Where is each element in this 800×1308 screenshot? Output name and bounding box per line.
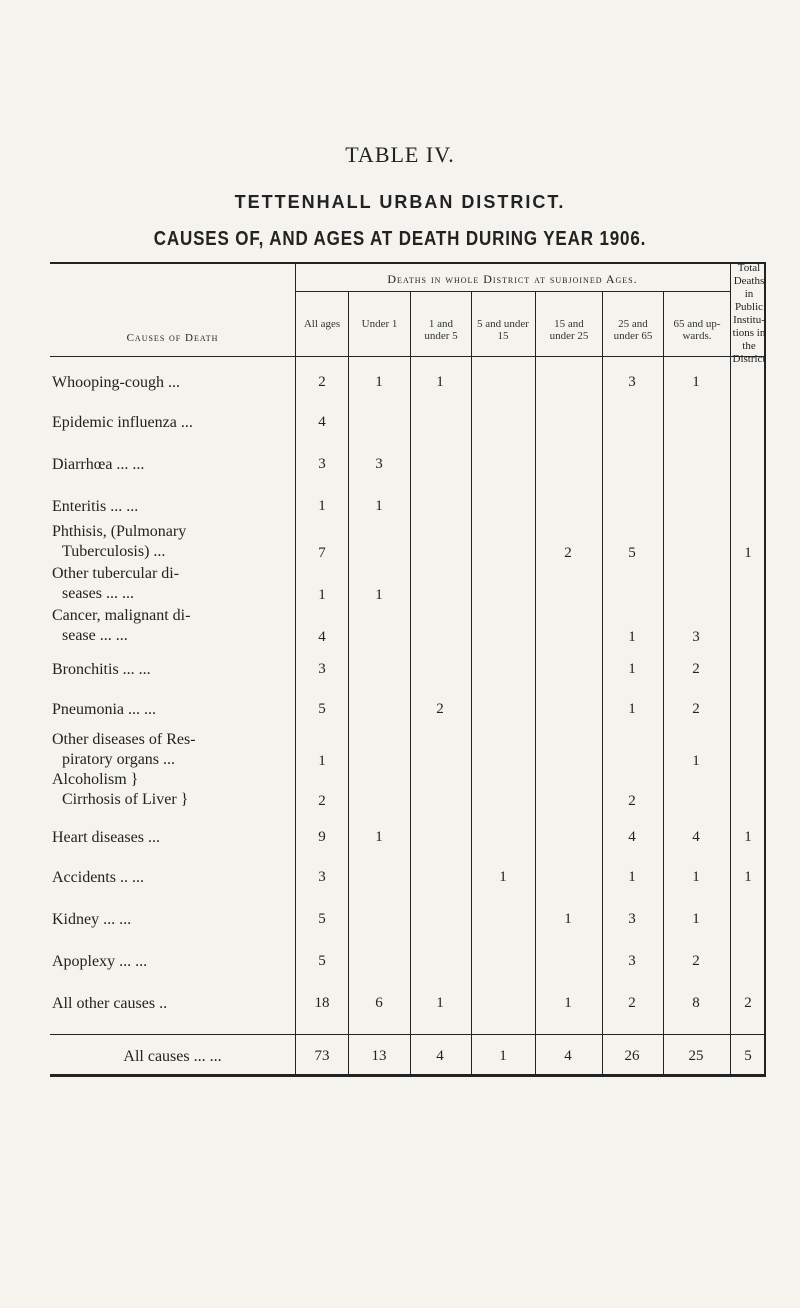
cell-1-to-5: 1 bbox=[436, 995, 444, 1011]
totals-label: All causes ... ... bbox=[123, 1048, 222, 1065]
total-public-institutions: 5 bbox=[744, 1048, 752, 1064]
cause-label: Enteritis ... ... bbox=[52, 498, 139, 515]
header-bottom-border bbox=[50, 356, 766, 357]
table-row bbox=[50, 523, 766, 567]
cell-15-to-25: 1 bbox=[564, 995, 572, 1011]
col-header-public-institutions: Total Deaths in Public Institu-tions in the District bbox=[732, 262, 766, 365]
cause-label: Apoplexy ... ... bbox=[52, 953, 148, 970]
cell-25-to-65: 1 bbox=[628, 869, 636, 885]
cell-25-to-65: 1 bbox=[628, 701, 636, 717]
total-15-to-25: 4 bbox=[564, 1048, 572, 1064]
causes-header: Causes of Death bbox=[126, 332, 219, 344]
table-row bbox=[50, 821, 766, 861]
cell-all-ages: 1 bbox=[318, 498, 326, 514]
table-row bbox=[50, 903, 766, 943]
table-row bbox=[50, 771, 766, 815]
cause-label-continued: Tuberculosis) ... bbox=[62, 543, 166, 560]
cell-all-ages: 1 bbox=[318, 587, 326, 603]
cell-all-ages: 2 bbox=[318, 374, 326, 390]
total-25-to-65: 26 bbox=[624, 1048, 640, 1064]
cell-all-ages: 5 bbox=[318, 911, 326, 927]
cell-25-to-65: 2 bbox=[628, 995, 636, 1011]
cause-label: Alcoholism } bbox=[52, 771, 139, 788]
table-row bbox=[50, 731, 766, 775]
cell-under-1: 6 bbox=[375, 995, 383, 1011]
cell-15-to-25: 2 bbox=[564, 545, 572, 561]
cell-under-1: 1 bbox=[375, 829, 383, 845]
cell-5-to-15: 1 bbox=[499, 869, 507, 885]
cause-label: Whooping-cough ... bbox=[52, 374, 180, 391]
totals-top-border bbox=[50, 1034, 766, 1035]
table-number: TABLE IV. bbox=[345, 142, 455, 167]
cell-all-ages: 9 bbox=[318, 829, 326, 845]
cell-all-ages: 2 bbox=[318, 793, 326, 809]
cell-25-to-65: 4 bbox=[628, 829, 636, 845]
table-row bbox=[50, 861, 766, 901]
cell-all-ages: 3 bbox=[318, 456, 326, 472]
col-header-65-upwards: 65 and up-wards. bbox=[673, 318, 721, 342]
cause-label: Diarrhœa ... ... bbox=[52, 456, 145, 473]
cell-under-1: 1 bbox=[375, 374, 383, 390]
cell-public-institutions: 2 bbox=[744, 995, 752, 1011]
table-row bbox=[50, 565, 766, 609]
table-row bbox=[50, 406, 766, 446]
cause-label-continued: piratory organs ... bbox=[62, 751, 176, 768]
cause-label: Bronchitis ... ... bbox=[52, 661, 151, 678]
cell-65-upwards: 3 bbox=[692, 629, 700, 645]
cell-all-ages: 18 bbox=[314, 995, 330, 1011]
cell-all-ages: 5 bbox=[318, 701, 326, 717]
cell-public-institutions: 1 bbox=[744, 545, 752, 561]
col-header-25-to-65: 25 and under 65 bbox=[613, 318, 653, 342]
col-header-all-ages: All ages bbox=[303, 318, 341, 330]
cell-1-to-5: 1 bbox=[436, 374, 444, 390]
table-row bbox=[50, 987, 766, 1027]
cell-25-to-65: 2 bbox=[628, 793, 636, 809]
cell-1-to-5: 2 bbox=[436, 701, 444, 717]
cell-25-to-65: 1 bbox=[628, 661, 636, 677]
cause-label: Kidney ... ... bbox=[52, 911, 132, 928]
col-header-5-to-15: 5 and under 15 bbox=[477, 318, 529, 342]
cause-label: Pneumonia ... ... bbox=[52, 701, 156, 718]
cell-25-to-65: 3 bbox=[628, 374, 636, 390]
cell-all-ages: 4 bbox=[318, 414, 326, 430]
cell-all-ages: 1 bbox=[318, 753, 326, 769]
deaths-table bbox=[50, 262, 766, 1078]
cause-label-continued: seases ... ... bbox=[62, 585, 134, 602]
cell-under-1: 1 bbox=[375, 498, 383, 514]
cell-65-upwards: 1 bbox=[692, 911, 700, 927]
table-row bbox=[50, 945, 766, 985]
cause-label: All other causes .. bbox=[52, 995, 168, 1012]
table-row bbox=[50, 366, 766, 406]
col-header-1-to-5: 1 and under 5 bbox=[424, 318, 458, 342]
cause-label: Other tubercular di- bbox=[52, 565, 180, 582]
cell-15-to-25: 1 bbox=[564, 911, 572, 927]
cell-all-ages: 4 bbox=[318, 629, 326, 645]
cell-public-institutions: 1 bbox=[744, 829, 752, 845]
cell-all-ages: 3 bbox=[318, 869, 326, 885]
cell-public-institutions: 1 bbox=[744, 869, 752, 885]
cause-label: Other diseases of Res- bbox=[52, 731, 196, 748]
table-row bbox=[50, 693, 766, 733]
table-row bbox=[50, 653, 766, 693]
cell-all-ages: 3 bbox=[318, 661, 326, 677]
cell-under-1: 1 bbox=[375, 587, 383, 603]
total-5-to-15: 1 bbox=[499, 1048, 507, 1064]
col-header-under-1: Under 1 bbox=[361, 318, 398, 330]
table-top-border bbox=[50, 262, 766, 264]
cell-65-upwards: 2 bbox=[692, 701, 700, 717]
total-all-ages: 73 bbox=[314, 1048, 330, 1064]
cell-65-upwards: 2 bbox=[692, 661, 700, 677]
cell-25-to-65: 1 bbox=[628, 629, 636, 645]
table-row bbox=[50, 607, 766, 651]
total-65-upwards: 25 bbox=[688, 1048, 704, 1064]
cause-label: Heart diseases ... bbox=[52, 829, 160, 846]
group-header-divider bbox=[295, 291, 730, 292]
col-header-15-to-25: 15 and under 25 bbox=[549, 318, 589, 342]
cause-label: Epidemic influenza ... bbox=[52, 414, 193, 431]
cell-under-1: 3 bbox=[375, 456, 383, 472]
cell-65-upwards: 1 bbox=[692, 869, 700, 885]
cell-65-upwards: 2 bbox=[692, 953, 700, 969]
cause-label: Phthisis, (Pulmonary bbox=[52, 523, 187, 540]
age-group-header: Deaths in whole District at subjoined Ages. bbox=[387, 272, 638, 286]
cause-label-continued: Cirrhosis of Liver } bbox=[62, 791, 189, 808]
cell-65-upwards: 4 bbox=[692, 829, 700, 845]
cause-label: Accidents .. ... bbox=[52, 869, 144, 886]
cell-all-ages: 7 bbox=[318, 545, 326, 561]
cell-65-upwards: 1 bbox=[692, 374, 700, 390]
cause-label-continued: sease ... ... bbox=[62, 627, 128, 644]
cell-65-upwards: 8 bbox=[692, 995, 700, 1011]
table-subtitle: CAUSES OF, AND AGES AT DEATH DURING YEAR 1906. bbox=[153, 228, 647, 250]
cell-25-to-65: 3 bbox=[628, 911, 636, 927]
cause-label: Cancer, malignant di- bbox=[52, 607, 191, 624]
cell-25-to-65: 3 bbox=[628, 953, 636, 969]
total-under-1: 13 bbox=[371, 1048, 387, 1064]
cell-65-upwards: 1 bbox=[692, 753, 700, 769]
total-1-to-5: 4 bbox=[436, 1048, 444, 1064]
table-row bbox=[50, 448, 766, 488]
cell-25-to-65: 5 bbox=[628, 545, 636, 561]
totals-row bbox=[50, 1040, 766, 1080]
district-title: TETTENHALL URBAN DISTRICT. bbox=[234, 192, 566, 212]
cell-all-ages: 5 bbox=[318, 953, 326, 969]
